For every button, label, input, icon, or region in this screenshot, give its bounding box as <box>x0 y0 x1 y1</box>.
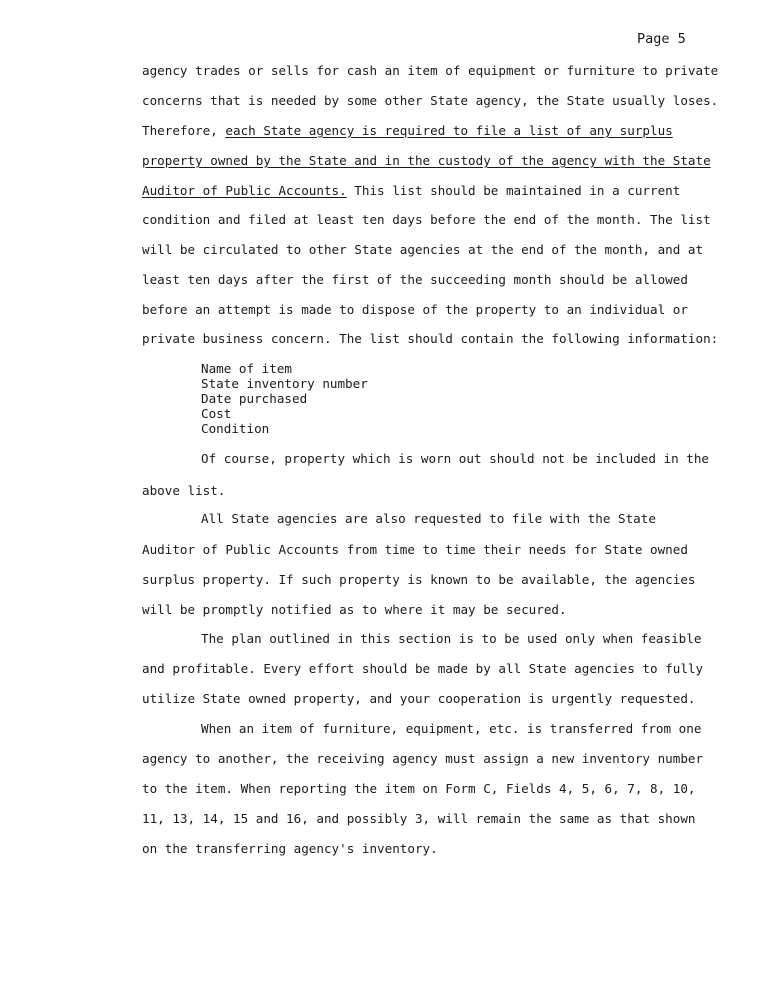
underlined-requirement-part-2: property owned by the State and in the custody of the agency with the State <box>142 153 711 168</box>
paragraph-1-line-6: condition and filed at least ten days before the end of the month. The list <box>142 212 711 227</box>
list-item: Condition <box>201 421 270 436</box>
page-number: Page 5 <box>637 31 686 47</box>
paragraph-5-line-3: to the item. When reporting the item on Form C, Fields 4, 5, 6, 7, 8, 10, <box>142 781 696 796</box>
paragraph-3-line-1: All State agencies are also requested to file with the State <box>201 511 656 526</box>
paragraph-1-line-3 <box>142 123 673 138</box>
paragraph-2-line-1: Of course, property which is worn out should not be included in the <box>201 451 709 466</box>
paragraph-1-line-7: will be circulated to other State agencies at the end of the month, and at <box>142 242 704 257</box>
paragraph-1-line-9: before an attempt is made to dispose of the property to an individual or <box>142 302 688 317</box>
paragraph-3-line-4: will be promptly notified as to where it may be secured. <box>142 602 567 617</box>
paragraph-5-line-5: on the transferring agency's inventory. <box>142 841 438 856</box>
list-item: Cost <box>201 406 232 421</box>
paragraph-1-line-5-text: This list should be maintained in a current <box>346 183 681 198</box>
paragraph-1-line-5 <box>142 183 680 198</box>
underlined-requirement-part-1: each State agency is required to file a list of any surplus <box>225 123 673 138</box>
paragraph-4-line-2: and profitable. Every effort should be made by all State agencies to fully <box>142 661 704 676</box>
paragraph-4-line-3: utilize State owned property, and your cooperation is urgently requested. <box>142 691 696 706</box>
paragraph-5-line-2: agency to another, the receiving agency must assign a new inventory number <box>142 751 704 766</box>
paragraph-3-line-3: surplus property. If such property is known to be available, the agencies <box>142 572 696 587</box>
underlined-requirement-part-3: Auditor of Public Accounts. <box>142 183 347 198</box>
paragraph-1-line-2: concerns that is needed by some other State agency, the State usually loses. <box>142 93 719 108</box>
list-item: Date purchased <box>201 391 308 406</box>
paragraph-5-line-4: 11, 13, 14, 15 and 16, and possibly 3, will remain the same as that shown <box>142 811 696 826</box>
list-item: State inventory number <box>201 376 368 391</box>
paragraph-4-line-1: The plan outlined in this section is to be used only when feasible <box>201 631 702 646</box>
paragraph-5-line-1: When an item of furniture, equipment, etc. is transferred from one <box>201 721 702 736</box>
paragraph-3-line-2: Auditor of Public Accounts from time to time their needs for State owned <box>142 542 688 557</box>
paragraph-1-line-3-text: Therefore, <box>142 123 226 138</box>
paragraph-1-line-8: least ten days after the first of the succeeding month should be allowed <box>142 272 688 287</box>
paragraph-2-line-2: above list. <box>142 483 226 498</box>
paragraph-1-line-1: agency trades or sells for cash an item of equipment or furniture to private <box>142 63 719 78</box>
list-item: Name of item <box>201 361 292 376</box>
paragraph-1-line-10: private business concern. The list should contain the following information: <box>142 331 719 346</box>
